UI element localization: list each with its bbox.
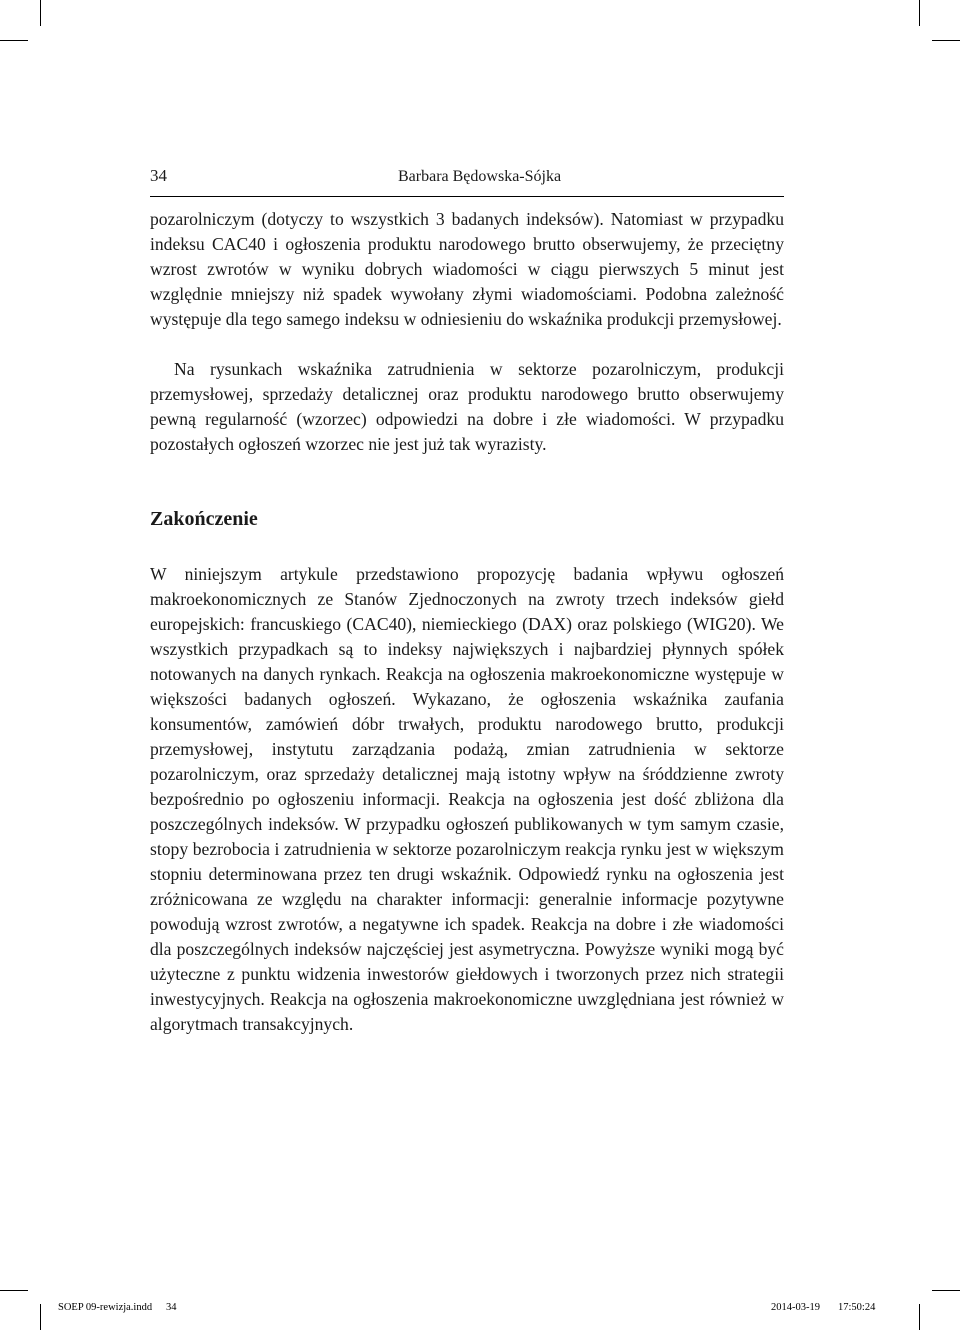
crop-mark-top-right-vertical <box>919 0 920 26</box>
paragraph-text: Na rysunkach wskaźnika zatrudnienia w sektorze pozarolniczym, produkcji przemysłowej, sprzedaży detalicznej oraz produktu narodowego brutto obserwujemy pewną regularność (wzorzec) odpowiedzi na dobre i złe wiadomości. W przypadku pozostałych ogłoszeń wzorzec nie jest już tak wyrazisty. <box>150 359 784 454</box>
print-slug <box>58 1302 898 1318</box>
header-rule <box>150 196 784 197</box>
crop-mark-bottom-right-vertical <box>919 1304 920 1330</box>
crop-mark-bottom-right-horizontal <box>932 1290 960 1291</box>
crop-mark-top-left-horizontal <box>0 40 28 41</box>
crop-mark-top-left-vertical <box>40 0 41 26</box>
crop-mark-top-right-horizontal <box>932 40 960 41</box>
slug-file-name: SOEP 09-rewizja.indd <box>58 1302 153 1313</box>
section-heading: Zakończenie <box>150 508 258 530</box>
crop-mark-bottom-left-vertical <box>40 1304 41 1330</box>
body-paragraph-2 <box>150 357 784 457</box>
paragraph-text: pozarolniczym (dotyczy to wszystkich 3 badanych indeksów). Natomiast w przypadku indeksu CAC40 i ogłoszenia produktu narodowego brutto obserwujemy, że przeciętny wzrost zwrotów w wyniku dobrych wiadomości w ciągu pierwszych 5 minut jest względnie mniejszy niż spadek wywołany złymi wiadomościami. Podobna zależność występuje dla tego samego indeksu w odniesieniu do wskaźnika produkcji przemysłowej. <box>150 209 784 329</box>
slug-time: 17:50:24 <box>838 1302 876 1313</box>
body-paragraph-1 <box>150 207 784 332</box>
slug-date: 2014-03-19 <box>771 1302 820 1313</box>
paragraph-text: W niniejszym artykule przedstawiono propozycję badania wpływu ogłoszeń makroekonomicznych ze Stanów Zjednoczonych na zwroty trzech indeksów giełd europejskich: francuskiego (CAC40), niemieckiego (DAX) oraz polskiego (WIG20). We wszystkich przypadkach są to indeksy największych i najbardziej płynnych spółek notowanych na danych rynkach. Reakcja na ogłoszenia makroekonomiczne występuje w większości badanych ogłoszeń. Wykazano, że ogłoszenia wskaźnika zaufania konsumentów, zamówień dóbr trwałych, produktu narodowego brutto, produkcji przemysłowej, instytutu zarządzania podażą, zmian zatrudnienia w sektorze pozarolniczym, oraz sprzedaży detalicznej mają istotny wpływ na śróddzienne zwroty bezpośrednio po ogłoszeniu informacji. Reakcja na ogłoszenia jest dość zbliżona dla poszczególnych indeksów. W przypadku ogłoszeń publikowanych w tym samym czasie, stopy bezrobocia i zatrudnienia w sektorze pozarolniczym reakcja rynku jest w większym stopniu determinowana przez ten drugi wskaźnik. Odpowiedź rynku na ogłoszenia jest zróżnicowana ze względu na charakter informacji: generalnie informacje pozytywne powodują wzrost zwrotów, a negatywne ich spadek. Reakcja na dobre i złe wiadomości dla poszczególnych indeksów najczęściej jest asymetryczna. Powyższe wyniki mogą być użyteczne z punktu widzenia inwestorów giełdowych i tworzonych przez nich strategii inwestycyjnych. Reakcja na ogłoszenia makroekonomiczne uwzględniana jest również w algorytmach transakcyjnych. <box>150 564 784 1034</box>
slug-page-number: 34 <box>166 1302 177 1313</box>
page-header <box>150 166 784 190</box>
running-head-author: Barbara Będowska-Sójka <box>398 168 562 185</box>
body-paragraph-3 <box>150 562 784 1037</box>
page-number: 34 <box>150 166 167 185</box>
crop-mark-bottom-left-horizontal <box>0 1290 28 1291</box>
